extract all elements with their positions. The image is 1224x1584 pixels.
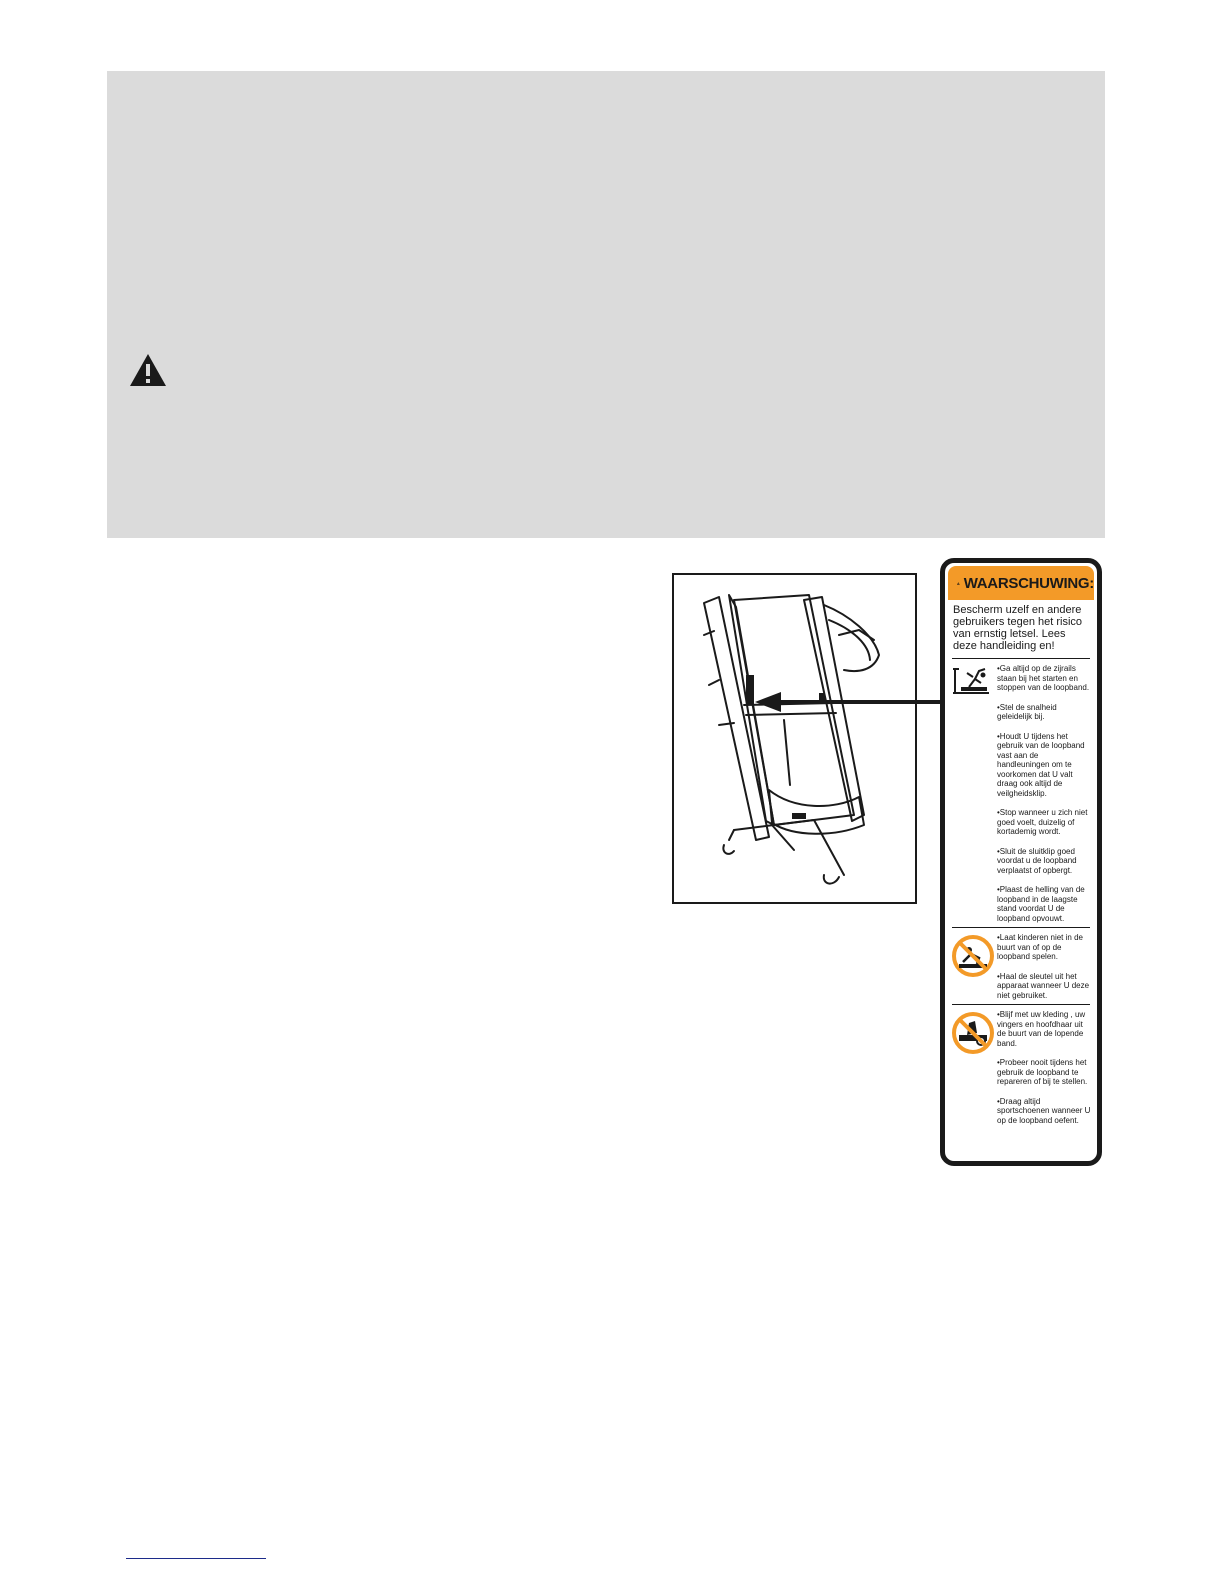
bullet: •Probeer nooit tijdens het gebruik de loopband te repareren of bij te stellen.	[997, 1058, 1088, 1086]
no-hands-belt-icon	[951, 1011, 995, 1055]
label-header	[948, 566, 1094, 600]
rail-step-icon	[951, 665, 991, 697]
label-section-belt	[945, 1005, 1097, 1127]
treadmill-drawing	[674, 575, 915, 902]
bullet: •Haal de sleutel uit het apparaat wanneer U deze niet gebruiket.	[997, 971, 1090, 1000]
bullet: •Plaast de helling van de loopband in de laagste stand voordat U de loopband opvouwt.	[997, 885, 1085, 923]
label-section-safety	[945, 659, 1097, 927]
label-intro: Bescherm uzelf en andere gebruikers tegen het risico van ernstig letsel. Lees deze handleiding en!	[953, 604, 1083, 652]
footer-link-underline	[126, 1558, 266, 1559]
warning-panel	[107, 71, 1105, 538]
bullet: •Houdt U tijdens het gebruik van de loopband vast aan de handleuningen om te voorkomen dat U valt draag ook altijd de veilgheidsklip.	[997, 731, 1085, 798]
label-section-children	[945, 928, 1097, 1004]
label-title: WAARSCHUWING:	[963, 574, 1094, 592]
warning-triangle-icon	[128, 352, 168, 388]
bullet: •Ga altijd op de zijrails staan bij het starten en stoppen van de loopband.	[997, 664, 1090, 692]
bullet: •Draag altijd sportschoenen wanneer U op de loopband oefent.	[997, 1096, 1091, 1125]
pointer-arrow	[755, 690, 945, 714]
warning-label	[940, 558, 1102, 1166]
bullet: •Stel de snalheid geleidelijk bij.	[997, 702, 1057, 721]
bullet: •Stop wanneer u zich niet goed voelt, duizelig of kortademig wordt.	[997, 808, 1088, 836]
bullet: •Laat kinderen niet in de buurt van of op de loopband spelen.	[997, 933, 1083, 961]
warning-triangle-icon	[957, 577, 960, 590]
bullet: •Sluit de sluitklip goed voordat u de loopband verplaatst of opbergt.	[997, 846, 1077, 875]
bullet: •Blijf met uw kleding , uw vingers en hoofdhaar uit de buurt van de lopende band.	[997, 1010, 1086, 1048]
treadmill-figure	[672, 573, 917, 904]
no-children-icon	[951, 934, 995, 978]
